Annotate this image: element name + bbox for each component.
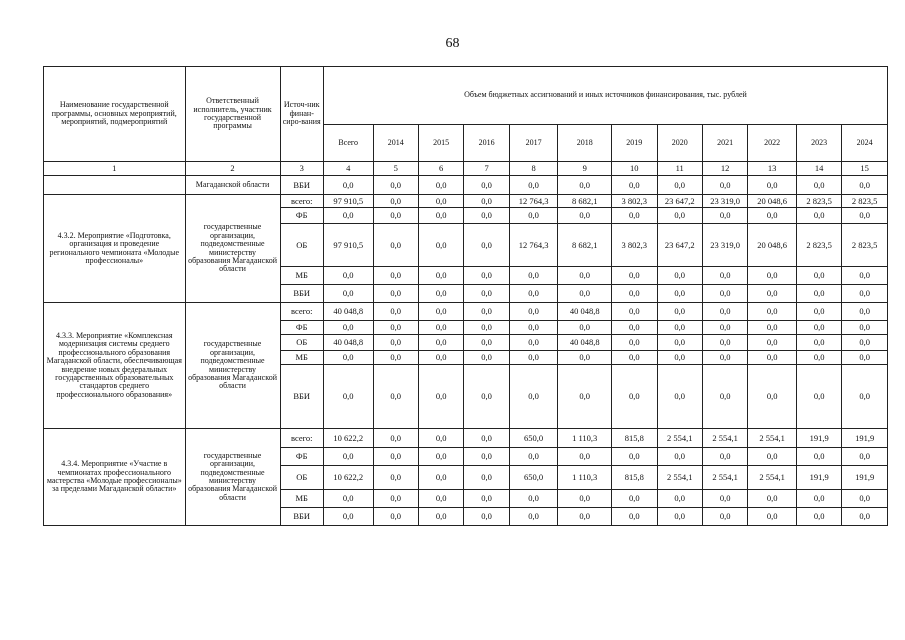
value-cell: 2 823,5 [796,195,841,208]
value-cell: 0,0 [418,429,463,448]
value-cell: 0,0 [558,490,612,508]
value-cell: 0,0 [464,321,509,335]
value-cell: 0,0 [612,267,657,285]
value-cell: 0,0 [373,195,418,208]
column-number: 1 [44,162,186,176]
value-cell: 0,0 [464,351,509,365]
source-cell: ОБ [280,466,323,490]
value-cell: 0,0 [464,335,509,351]
value-cell: 0,0 [796,267,841,285]
value-cell: 0,0 [748,365,797,429]
header-year: 2014 [373,125,418,162]
source-cell: ФБ [280,448,323,466]
source-cell: МБ [280,490,323,508]
value-cell: 0,0 [558,508,612,526]
column-number: 2 [185,162,280,176]
value-cell: 0,0 [418,224,463,267]
value-cell: 0,0 [509,267,558,285]
column-number: 15 [842,162,888,176]
value-cell: 2 823,5 [796,224,841,267]
value-cell: 0,0 [796,448,841,466]
value-cell: 2 554,1 [748,466,797,490]
value-cell: 0,0 [702,508,747,526]
activity-name: 4.3.2. Мероприятие «Подготовка, организация и проведение регионального чемпионата «Молодые профессионалы» [44,195,186,303]
column-number: 14 [796,162,841,176]
value-cell: 815,8 [612,429,657,448]
value-cell: 191,9 [842,466,888,490]
header-year: 2023 [796,125,841,162]
page-number: 68 [445,36,460,51]
total-cell: 0,0 [323,490,373,508]
value-cell: 0,0 [702,448,747,466]
value-cell: 0,0 [373,303,418,321]
table-row [44,429,888,448]
value-cell: 0,0 [796,285,841,303]
value-cell: 0,0 [464,448,509,466]
value-cell: 0,0 [657,285,702,303]
budget-table [43,66,888,526]
total-cell: 0,0 [323,448,373,466]
value-cell: 0,0 [748,303,797,321]
value-cell: 0,0 [748,208,797,224]
value-cell: 0,0 [842,508,888,526]
value-cell: 0,0 [373,466,418,490]
value-cell: 0,0 [373,490,418,508]
total-cell: 0,0 [323,267,373,285]
value-cell: 0,0 [702,321,747,335]
value-cell: 0,0 [702,176,747,195]
executor-cell: государственные организации, подведомственные министерству образования Магаданской области [185,429,280,526]
value-cell: 0,0 [842,267,888,285]
value-cell: 23 647,2 [657,224,702,267]
value-cell: 0,0 [612,321,657,335]
value-cell: 0,0 [464,508,509,526]
value-cell: 650,0 [509,429,558,448]
value-cell: 0,0 [464,285,509,303]
value-cell: 0,0 [418,176,463,195]
source-cell: ВБИ [280,176,323,195]
value-cell: 0,0 [657,508,702,526]
value-cell: 0,0 [464,176,509,195]
total-cell: 10 622,2 [323,466,373,490]
value-cell: 0,0 [842,176,888,195]
table-row [44,303,888,321]
value-cell: 0,0 [657,490,702,508]
value-cell: 0,0 [464,365,509,429]
source-cell: ВБИ [280,365,323,429]
value-cell: 0,0 [702,267,747,285]
header-year: 2016 [464,125,509,162]
executor-cell: государственные организации, подведомственные министерству образования Магаданской области [185,195,280,303]
value-cell: 0,0 [702,285,747,303]
value-cell: 191,9 [796,466,841,490]
table-row [44,195,888,208]
value-cell: 0,0 [464,466,509,490]
value-cell: 0,0 [748,351,797,365]
value-cell: 0,0 [657,267,702,285]
source-cell: ВБИ [280,508,323,526]
value-cell: 20 048,6 [748,195,797,208]
value-cell: 20 048,6 [748,224,797,267]
value-cell: 0,0 [509,176,558,195]
value-cell: 0,0 [558,208,612,224]
header-total: Всего [323,125,373,162]
total-cell: 40 048,8 [323,335,373,351]
value-cell: 0,0 [373,321,418,335]
value-cell: 0,0 [842,303,888,321]
value-cell: 0,0 [612,490,657,508]
value-cell: 0,0 [558,285,612,303]
value-cell: 0,0 [464,267,509,285]
value-cell: 0,0 [373,429,418,448]
total-cell: 97 910,5 [323,224,373,267]
total-cell: 40 048,8 [323,303,373,321]
header-year: 2015 [418,125,463,162]
value-cell: 0,0 [796,208,841,224]
column-number: 7 [464,162,509,176]
header-year: 2020 [657,125,702,162]
column-number: 9 [558,162,612,176]
value-cell: 191,9 [842,429,888,448]
value-cell: 0,0 [842,448,888,466]
value-cell: 0,0 [702,335,747,351]
value-cell: 0,0 [612,335,657,351]
value-cell: 0,0 [657,365,702,429]
value-cell: 0,0 [464,208,509,224]
activity-name: 4.3.4. Мероприятие «Участие в чемпионатах профессионального мастерства «Молодые профессионалы» за пределами Магаданской области» [44,429,186,526]
value-cell: 0,0 [464,429,509,448]
value-cell: 2 554,1 [657,466,702,490]
value-cell: 2 554,1 [702,466,747,490]
value-cell: 0,0 [612,448,657,466]
value-cell: 0,0 [796,508,841,526]
value-cell: 0,0 [748,490,797,508]
value-cell: 0,0 [558,176,612,195]
value-cell: 0,0 [373,208,418,224]
value-cell: 1 110,3 [558,466,612,490]
value-cell: 0,0 [748,267,797,285]
value-cell: 0,0 [558,365,612,429]
header-year: 2019 [612,125,657,162]
value-cell: 0,0 [464,195,509,208]
value-cell: 0,0 [612,365,657,429]
value-cell: 0,0 [612,351,657,365]
value-cell: 0,0 [612,303,657,321]
value-cell: 0,0 [373,365,418,429]
value-cell: 0,0 [842,365,888,429]
value-cell: 0,0 [657,303,702,321]
column-number: 6 [418,162,463,176]
value-cell: 0,0 [418,321,463,335]
value-cell: 0,0 [509,321,558,335]
value-cell: 0,0 [418,267,463,285]
source-cell: ФБ [280,321,323,335]
column-number: 12 [702,162,747,176]
value-cell: 0,0 [373,351,418,365]
value-cell: 0,0 [796,303,841,321]
value-cell: 0,0 [418,208,463,224]
total-cell: 97 910,5 [323,195,373,208]
header-year: 2017 [509,125,558,162]
column-number: 13 [748,162,797,176]
value-cell: 1 110,3 [558,429,612,448]
value-cell: 8 682,1 [558,224,612,267]
value-cell: 0,0 [702,303,747,321]
column-number: 5 [373,162,418,176]
total-cell: 0,0 [323,351,373,365]
value-cell: 2 554,1 [748,429,797,448]
value-cell: 0,0 [842,208,888,224]
value-cell: 0,0 [748,321,797,335]
value-cell: 0,0 [657,351,702,365]
value-cell: 40 048,8 [558,335,612,351]
column-number: 10 [612,162,657,176]
value-cell: 0,0 [418,466,463,490]
value-cell: 0,0 [373,267,418,285]
value-cell: 0,0 [748,176,797,195]
value-cell: 0,0 [464,490,509,508]
value-cell: 0,0 [842,335,888,351]
value-cell: 23 319,0 [702,195,747,208]
value-cell: 0,0 [657,208,702,224]
header-name: Наименование государственной программы, основных мероприятий, мероприятий, подмероприятий [44,67,186,162]
value-cell: 0,0 [509,303,558,321]
total-cell: 0,0 [323,508,373,526]
value-cell: 0,0 [796,321,841,335]
value-cell: 0,0 [796,351,841,365]
value-cell: 0,0 [418,285,463,303]
total-cell: 0,0 [323,208,373,224]
activity-name: 4.3.3. Мероприятие «Комплексная модернизация системы среднего профессионального образования Магаданской области, обеспечивающая внедрение новых федеральных государственных образовательных стандартов среднего профессионального образования» [44,303,186,429]
value-cell: 0,0 [373,508,418,526]
table-row [44,176,888,195]
value-cell: 0,0 [418,335,463,351]
executor-cell: Магаданской области [185,176,280,195]
value-cell: 0,0 [509,365,558,429]
total-cell: 0,0 [323,285,373,303]
value-cell: 0,0 [418,490,463,508]
value-cell: 0,0 [842,351,888,365]
column-number-row [44,162,888,176]
value-cell: 0,0 [748,448,797,466]
value-cell: 23 647,2 [657,195,702,208]
value-cell: 0,0 [418,508,463,526]
source-cell: всего: [280,195,323,208]
value-cell: 0,0 [612,508,657,526]
value-cell: 0,0 [657,448,702,466]
value-cell: 0,0 [657,335,702,351]
value-cell: 0,0 [702,351,747,365]
value-cell: 191,9 [796,429,841,448]
value-cell: 0,0 [509,285,558,303]
value-cell: 0,0 [373,176,418,195]
header-year: 2018 [558,125,612,162]
value-cell: 8 682,1 [558,195,612,208]
value-cell: 0,0 [842,321,888,335]
column-number: 3 [280,162,323,176]
executor-cell: государственные организации, подведомственные министерству образования Магаданской области [185,303,280,429]
value-cell: 0,0 [509,490,558,508]
value-cell: 3 802,3 [612,195,657,208]
value-cell: 0,0 [509,508,558,526]
value-cell: 0,0 [418,448,463,466]
column-number: 8 [509,162,558,176]
value-cell: 0,0 [748,508,797,526]
value-cell: 0,0 [509,351,558,365]
column-number: 11 [657,162,702,176]
value-cell: 0,0 [558,351,612,365]
value-cell: 0,0 [748,285,797,303]
header-executor: Ответственный исполнитель, участник государственной программы [185,67,280,162]
value-cell: 0,0 [509,335,558,351]
value-cell: 12 764,3 [509,195,558,208]
value-cell: 3 802,3 [612,224,657,267]
name-cell [44,176,186,195]
value-cell: 0,0 [418,351,463,365]
value-cell: 0,0 [702,490,747,508]
value-cell: 0,0 [509,448,558,466]
total-cell: 10 622,2 [323,429,373,448]
source-cell: ФБ [280,208,323,224]
value-cell: 0,0 [842,490,888,508]
value-cell: 0,0 [418,195,463,208]
column-number: 4 [323,162,373,176]
value-cell: 23 319,0 [702,224,747,267]
header-year: 2022 [748,125,797,162]
value-cell: 0,0 [657,321,702,335]
value-cell: 0,0 [796,365,841,429]
value-cell: 2 554,1 [657,429,702,448]
value-cell: 0,0 [796,335,841,351]
value-cell: 0,0 [464,303,509,321]
value-cell: 0,0 [796,490,841,508]
value-cell: 0,0 [509,208,558,224]
total-cell: 0,0 [323,365,373,429]
value-cell: 0,0 [418,365,463,429]
value-cell: 0,0 [558,321,612,335]
value-cell: 0,0 [842,285,888,303]
value-cell: 0,0 [373,448,418,466]
source-cell: МБ [280,351,323,365]
header-budget: Объем бюджетных ассигнований и иных источников финансирования, тыс. рублей [323,67,887,125]
value-cell: 0,0 [373,224,418,267]
source-cell: МБ [280,267,323,285]
source-cell: всего: [280,429,323,448]
value-cell: 0,0 [558,267,612,285]
value-cell: 2 823,5 [842,224,888,267]
value-cell: 0,0 [612,176,657,195]
header-year: 2024 [842,125,888,162]
value-cell: 0,0 [464,224,509,267]
value-cell: 0,0 [796,176,841,195]
table-header [44,67,888,176]
value-cell: 0,0 [558,448,612,466]
header-year: 2021 [702,125,747,162]
value-cell: 0,0 [373,285,418,303]
value-cell: 2 823,5 [842,195,888,208]
header-source: Источ-ник финан-сиро-вания [280,67,323,162]
value-cell: 2 554,1 [702,429,747,448]
total-cell: 0,0 [323,321,373,335]
value-cell: 815,8 [612,466,657,490]
source-cell: всего: [280,303,323,321]
value-cell: 0,0 [373,335,418,351]
value-cell: 0,0 [702,208,747,224]
value-cell: 12 764,3 [509,224,558,267]
value-cell: 0,0 [612,208,657,224]
value-cell: 0,0 [612,285,657,303]
value-cell: 0,0 [702,365,747,429]
table-body [44,176,888,526]
total-cell: 0,0 [323,176,373,195]
value-cell: 0,0 [748,335,797,351]
value-cell: 0,0 [418,303,463,321]
value-cell: 40 048,8 [558,303,612,321]
source-cell: ВБИ [280,285,323,303]
value-cell: 650,0 [509,466,558,490]
source-cell: ОБ [280,224,323,267]
source-cell: ОБ [280,335,323,351]
value-cell: 0,0 [657,176,702,195]
